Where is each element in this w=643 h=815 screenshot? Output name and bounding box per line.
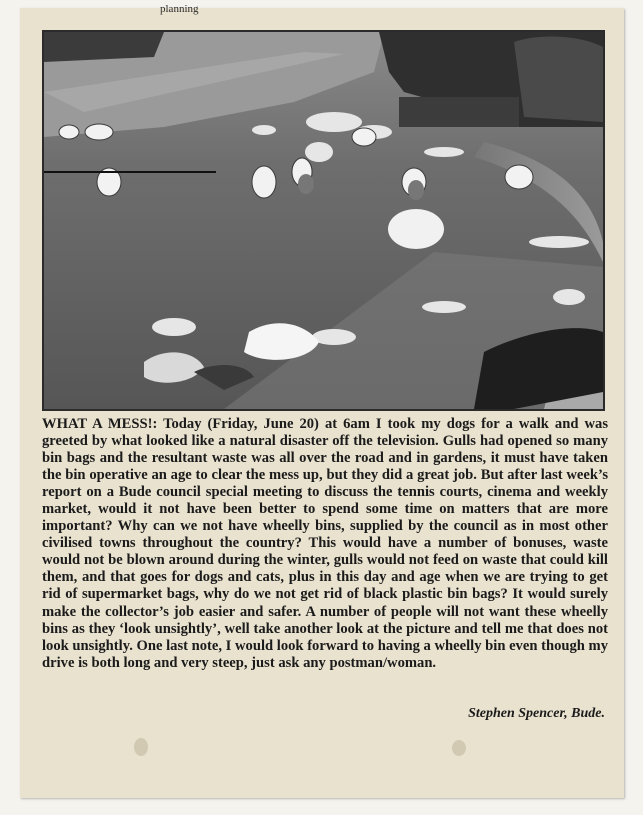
paper-smudge — [134, 738, 148, 756]
article-text — [42, 416, 608, 672]
article-body: Today (Friday, June 20) at 6am I took my dogs for a walk and was greeted by what looked like a natural disaster off the television. Gulls had opened so many bin bags and the resultant waste was all over the road and in gardens, it must have taken the bin operative an age to clear the mess up, but they did a great job. But after last week’s report on a Bude council special meeting to discuss the tennis courts, cinema and weekly market, would it not have been better to spend some time on matters that are more important? Why can we not have wheelly bins, supplied by the council as in most other civilised towns throughout the country? This would have a number of bonuses, waste would not be blown around during the winter, gulls would not feed on waste that could kill them, and that goes for dogs and cats, plus in this day and age when we are trying to get rid of supermarket bags, why do we not get rid of black plastic bin bags? It would surely make the collector’s job easier and safer. A number of people will not want these wheelly bins as they ‘look unsightly’, well take another look at the picture and tell me that does not look unsightly. One last note, I would look forward to having a wheelly bin even though my drive is both long and very steep, just ask any postman/woman. — [42, 416, 608, 671]
torn-header-text — [22, 2, 622, 16]
article-headline: WHAT A MESS!: — [42, 416, 158, 432]
paper-smudge — [452, 740, 466, 756]
news-photo — [42, 30, 605, 411]
torn-header-label: planning — [160, 3, 199, 15]
street-scene-image — [44, 32, 603, 409]
article-signature: Stephen Spencer, Bude. — [468, 706, 605, 721]
